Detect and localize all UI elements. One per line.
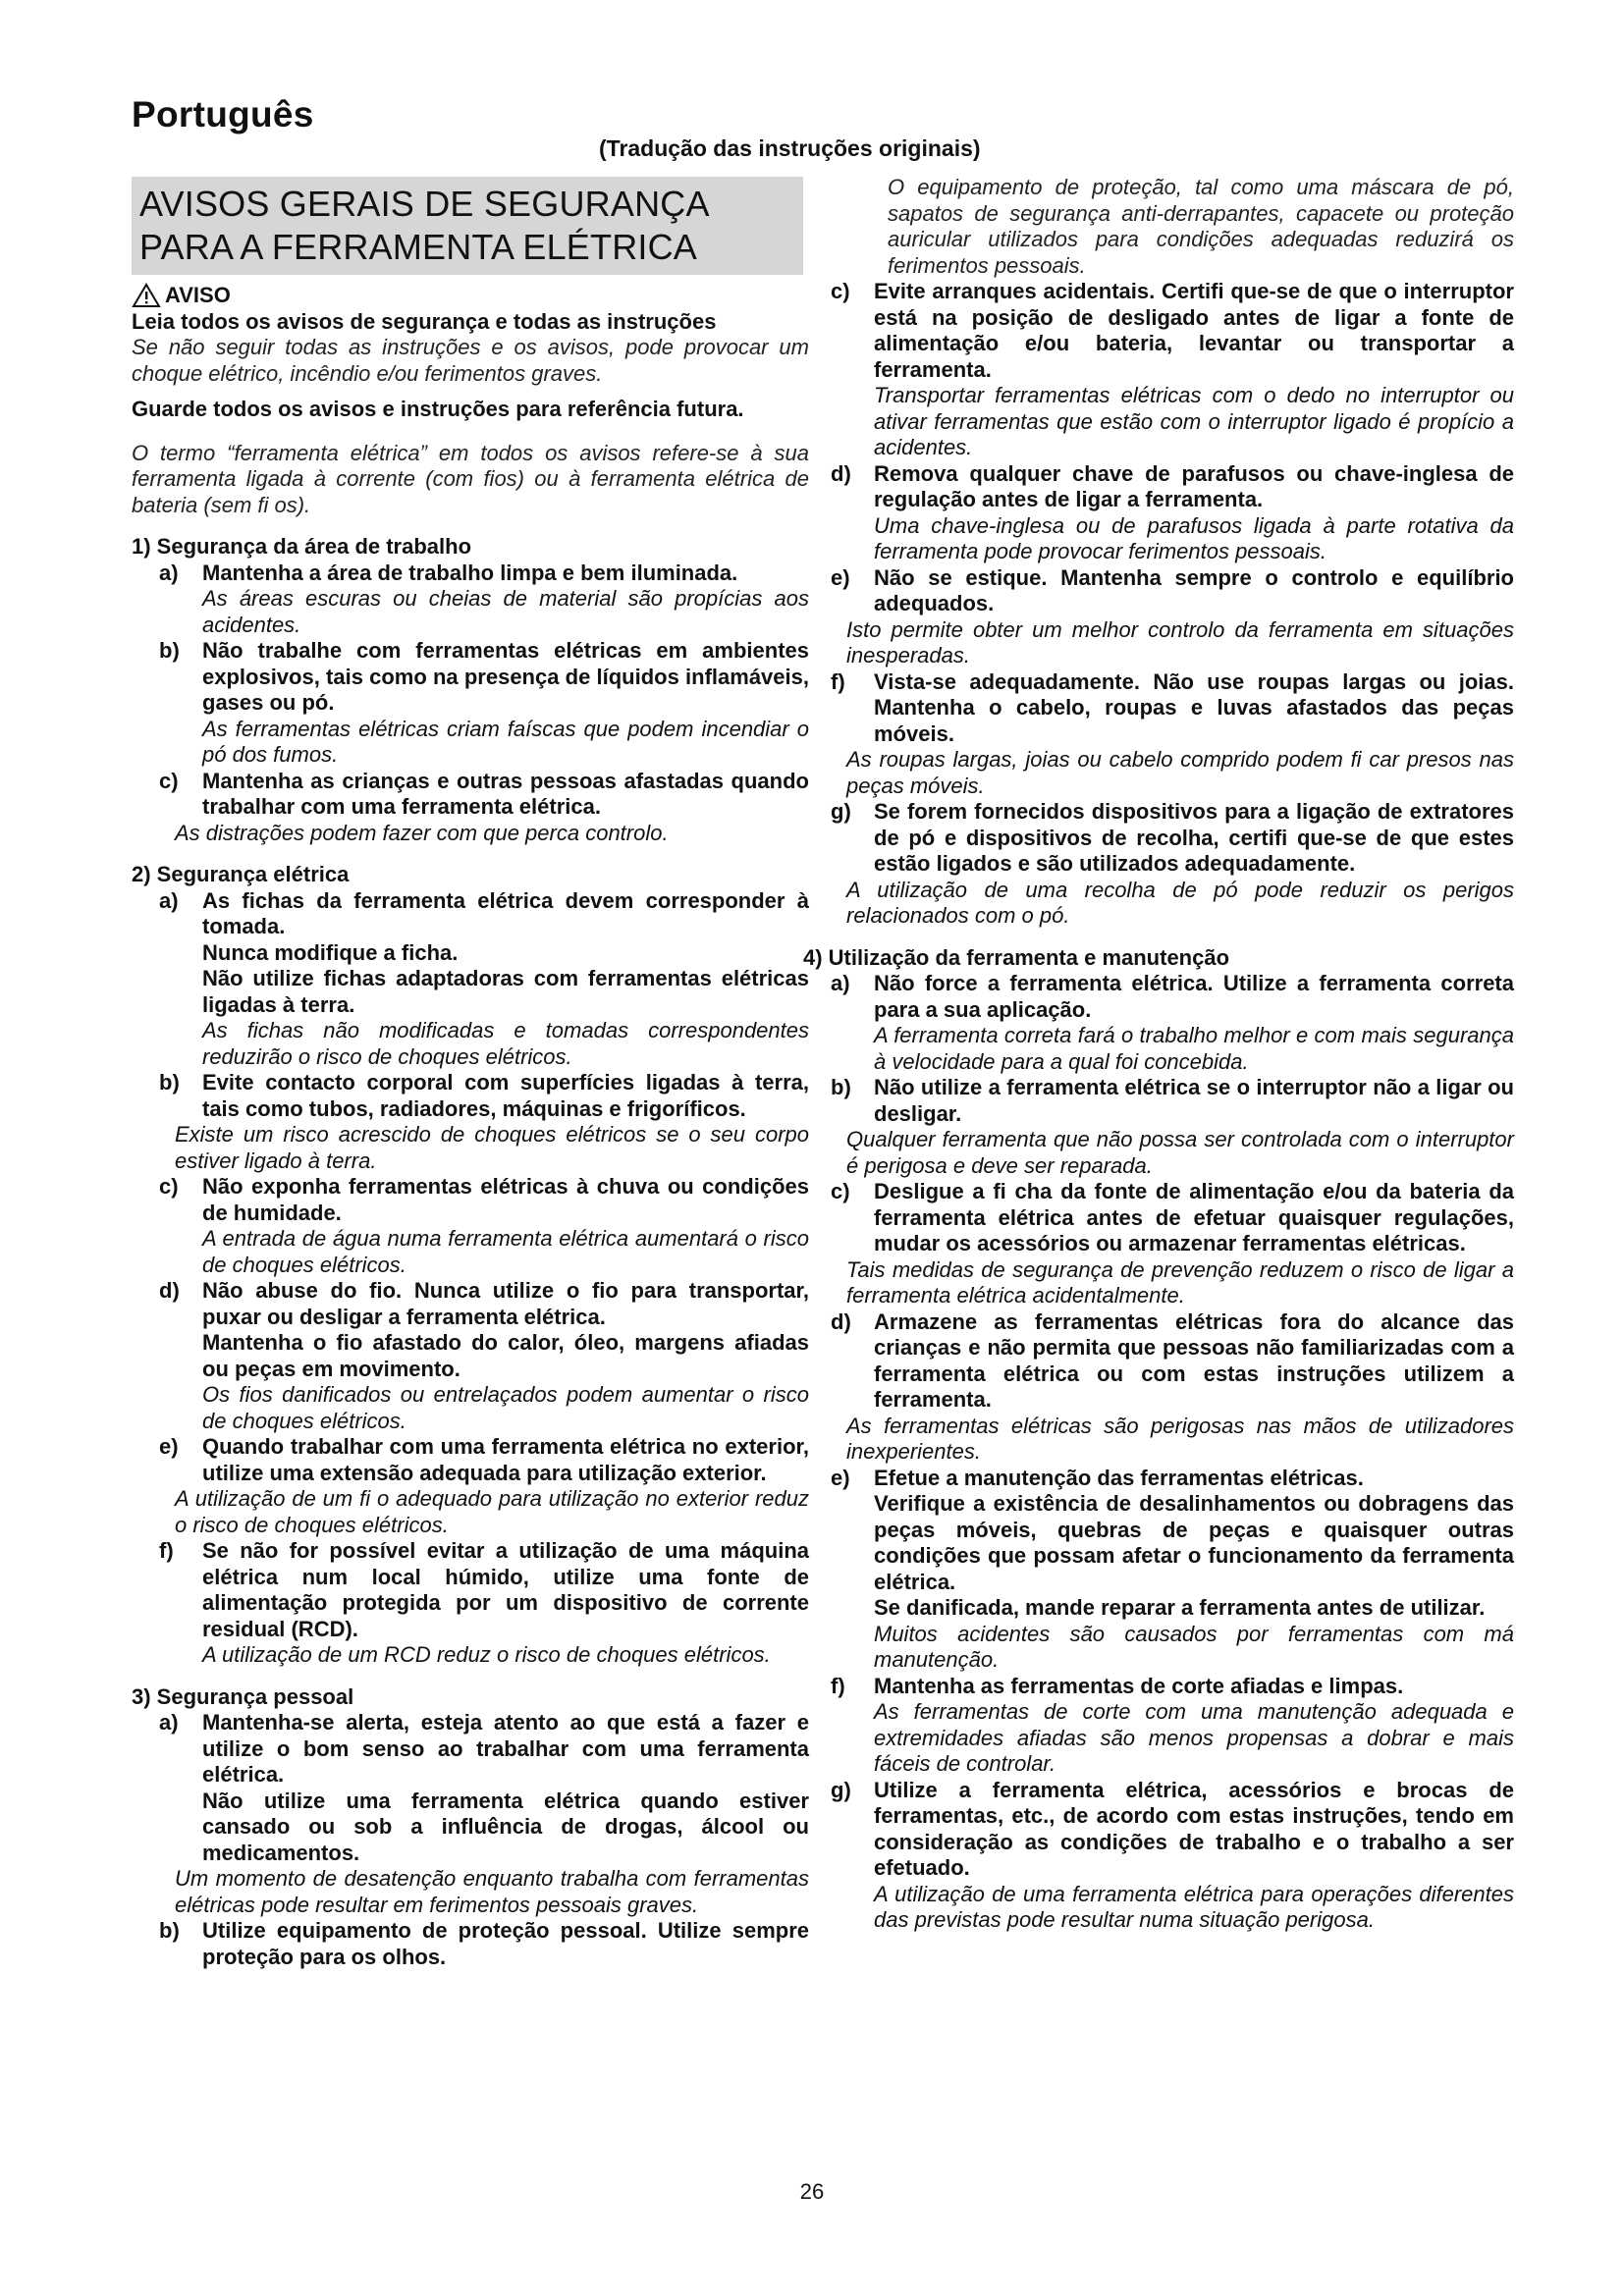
section-3 — [132, 1684, 809, 1971]
section-2-title: 2) Segurança elétrica — [132, 862, 350, 886]
warning-bold: Leia todos os avisos de segurança e todas as instruções — [132, 308, 717, 334]
s3-item-a-extra1: Não utilize uma ferramenta elétrica quando estiver cansado ou sob a influência de drogas, álcool ou medicamentos. — [202, 1788, 809, 1865]
s1-item-b-expl: As ferramentas elétricas criam faíscas que podem incendiar o pó dos fumos. — [202, 716, 809, 767]
s4-item-c: c) Desligue a fi cha da fonte de alimentação e/ou da bateria da ferramenta elétrica antes de efetuar quaisquer regulações, mudar os acessórios ou armazenar ferramentas elétricas. — [831, 1179, 1514, 1255]
language-heading: Português — [132, 94, 314, 134]
section-1 — [132, 534, 809, 846]
s4-item-a-expl: A ferramenta correta fará o trabalho melhor e com mais segurança à velocidade para a qual foi concebida. — [874, 1023, 1514, 1074]
s2-item-f-expl: A utilização de um RCD reduz o risco de choques elétricos. — [202, 1642, 771, 1667]
s2-item-a-extra1: Nunca modifique a ficha. — [202, 939, 459, 965]
warning-term: O termo “ferramenta elétrica” em todos os avisos refere-se à sua ferramenta ligada à corrente (com fios) ou à ferramenta elétrica de bateria (sem fi os). — [132, 440, 809, 517]
s3-item-a-expl: Um momento de desatenção enquanto trabalha com ferramentas elétricas pode resultar em ferimentos pessoais graves. — [175, 1866, 809, 1917]
section-4-title: 4) Utilização da ferramenta e manutenção — [803, 944, 1230, 970]
s1-item-c-expl: As distrações podem fazer com que perca controlo. — [175, 820, 669, 845]
s3-item-e: e) Não se estique. Mantenha sempre o controlo e equilíbrio adequados. — [831, 564, 1514, 615]
section-1-title: 1) Segurança da área de trabalho — [132, 534, 472, 559]
s2-item-f: f) Se não for possível evitar a utilização de uma máquina elétrica num local húmido, utilize uma fonte de alimentação protegida por um dispositivo de corrente residual (RCD). — [159, 1538, 809, 1641]
s2-item-d-extra1: Mantenha o fio afastado do calor, óleo, margens afiadas ou peças em movimento. — [202, 1330, 809, 1381]
s3-item-g: g) Se forem fornecidos dispositivos para a ligação de extratores de pó e dispositivos de recolha, certifi que-se de que estes estão ligados e são utilizados adequadamente. — [831, 799, 1514, 876]
s2-item-d: d) Não abuse do fio. Nunca utilize o fio para transportar, puxar ou desligar a ferramenta elétrica. — [159, 1278, 809, 1329]
s4-item-g-expl: A utilização de uma ferramenta elétrica para operações diferentes das previstas pode resultar numa situação perigosa. — [874, 1881, 1514, 1932]
section-title-box — [132, 177, 803, 275]
s4-item-e-expl: Muitos acidentes são causados por ferramentas com má manutenção. — [874, 1621, 1514, 1672]
s2-item-b: b) Evite contacto corporal com superfícies ligadas à terra, tais como tubos, radiadores, máquinas e frigoríficos. — [159, 1070, 809, 1121]
s3-item-d: d) Remova qualquer chave de parafusos ou chave-inglesa de regulação antes de ligar a ferramenta. — [831, 460, 1514, 511]
s1-item-c: c) Mantenha as crianças e outras pessoas afastadas quando trabalhar com uma ferramenta elétrica. — [159, 768, 809, 819]
s2-item-b-expl: Existe um risco acrescido de choques elétricos se o seu corpo estiver ligado à terra. — [175, 1122, 809, 1173]
left-column — [132, 177, 809, 1970]
s3-item-f: f) Vista-se adequadamente. Não use roupas largas ou joias. Mantenha o cabelo, roupas e luvas afastados das peças móveis. — [831, 668, 1514, 746]
s4-item-b-expl: Qualquer ferramenta que não possa ser controlada com o interruptor é perigosa e deve ser reparada. — [846, 1127, 1514, 1178]
section-4 — [803, 945, 1514, 1934]
s3-item-d-expl: Uma chave-inglesa ou de parafusos ligada à parte rotativa da ferramenta pode provocar ferimentos pessoais. — [874, 512, 1514, 563]
section-2 — [132, 862, 809, 1669]
s2-item-c: c) Não exponha ferramentas elétricas à chuva ou condições de humidade. — [159, 1174, 809, 1225]
warning-italic: Se não seguir todas as instruções e os avisos, pode provocar um choque elétrico, incêndio e/ou ferimentos graves. — [132, 335, 809, 386]
s2-item-e-expl: A utilização de um fi o adequado para utilização no exterior reduz o risco de choques elétricos. — [175, 1486, 809, 1537]
s2-item-d-expl: Os fios danificados ou entrelaçados podem aumentar o risco de choques elétricos. — [202, 1382, 809, 1433]
title-line-2: PARA A FERRAMENTA ELÉTRICA — [139, 227, 698, 267]
s3-item-a: a) Mantenha-se alerta, esteja atento ao que está a fazer e utilize o bom senso ao trabalhar com uma ferramenta elétrica. — [159, 1710, 809, 1787]
s3-item-c-expl: Transportar ferramentas elétricas com o dedo no interruptor ou ativar ferramentas que estão com o interruptor ligado é propício a acidentes. — [874, 383, 1514, 459]
s2-item-a: a) As fichas da ferramenta elétrica devem corresponder à tomada. — [159, 887, 809, 938]
s1-item-a: a) Mantenha a área de trabalho limpa e bem iluminada. — [159, 560, 738, 585]
s3-item-f-expl: As roupas largas, joias ou cabelo comprido podem fi car presos nas peças móveis. — [846, 747, 1514, 798]
s3-item-b-expl: O equipamento de proteção, tal como uma máscara de pó, sapatos de segurança anti-derrapantes, capacete ou proteção auricular utilizados para condições adequadas reduzirá os ferimentos pessoais. — [888, 175, 1514, 278]
s4-item-f-expl: As ferramentas de corte com uma manutenção adequada e extremidades afiadas são menos propensas a dobrar e mais fáceis de controlar. — [874, 1699, 1514, 1776]
s4-item-d-expl: As ferramentas elétricas são perigosas nas mãos de utilizadores inexperientes. — [846, 1413, 1514, 1464]
warning-label: AVISO — [165, 283, 231, 307]
s2-item-a-extra2: Não utilize fichas adaptadoras com ferramentas elétricas ligadas à terra. — [202, 966, 809, 1017]
s4-item-g: g) Utilize a ferramenta elétrica, acessórios e brocas de ferramentas, etc., de acordo com estas instruções, tendo em consideração as condições de trabalho e o trabalho a ser efetuado. — [831, 1777, 1514, 1880]
s4-item-b: b) Não utilize a ferramenta elétrica se o interruptor não a ligar ou desligar. — [831, 1075, 1514, 1126]
title-line-1: AVISOS GERAIS DE SEGURANÇA — [139, 184, 710, 224]
s4-item-d: d) Armazene as ferramentas elétricas fora do alcance das crianças e não permita que pessoas não familiarizadas com a ferramenta elétrica ou com estas instruções utilizem a ferramenta. — [831, 1308, 1514, 1412]
s2-item-c-expl: A entrada de água numa ferramenta elétrica aumentará o risco de choques elétricos. — [202, 1226, 809, 1277]
s2-item-a-expl: As fichas não modificadas e tomadas correspondentes reduzirão o risco de choques elétricos. — [202, 1018, 809, 1069]
s1-item-a-expl: As áreas escuras ou cheias de material são propícias aos acidentes. — [202, 586, 809, 637]
section-3-title: 3) Segurança pessoal — [132, 1683, 354, 1709]
s1-item-b: b) Não trabalhe com ferramentas elétricas em ambientes explosivos, tais como na presença de líquidos inflamáveis, gases ou pó. — [159, 638, 809, 715]
s2-item-e: e) Quando trabalhar com uma ferramenta elétrica no exterior, utilize uma extensão adequada para utilização exterior. — [159, 1434, 809, 1485]
warning-label-row — [132, 283, 809, 309]
s3-item-e-expl: Isto permite obter um melhor controlo da ferramenta em situações inesperadas. — [846, 616, 1514, 667]
s3-item-b: b) Utilize equipamento de proteção pessoal. Utilize sempre proteção para os olhos. — [159, 1918, 809, 1969]
s3-item-c: c) Evite arranques acidentais. Certifi que-se de que o interruptor está na posição de desligado antes de ligar a fonte de alimentação e/ou bateria, levantar ou transportar a ferramenta. — [831, 279, 1514, 382]
s4-item-a: a) Não force a ferramenta elétrica. Utilize a ferramenta correta para a sua aplicação. — [831, 971, 1514, 1022]
right-column — [803, 175, 1514, 1934]
s4-item-e-extra1: Verifique a existência de desalinhamentos ou dobragens das peças móveis, quebras de peças e quaisquer outras condições que possam afetar o funcionamento da ferramenta elétrica. — [874, 1491, 1514, 1594]
warning-triangle-icon — [132, 283, 161, 308]
s4-item-f: f) Mantenha as ferramentas de corte afiadas e limpas. — [831, 1673, 1404, 1698]
warning-keep: Guarde todos os avisos e instruções para referência futura. — [132, 397, 744, 421]
s3-item-g-expl: A utilização de uma recolha de pó pode reduzir os perigos relacionados com o pó. — [846, 877, 1514, 928]
s4-item-c-expl: Tais medidas de segurança de prevenção reduzem o risco de ligar a ferramenta elétrica acidentalmente. — [846, 1256, 1514, 1308]
translation-note: (Tradução das instruções originais) — [599, 135, 981, 161]
s4-item-e-extra2: Se danificada, mande reparar a ferramenta antes de utilizar. — [874, 1595, 1486, 1620]
s4-item-e: e) Efetue a manutenção das ferramentas elétricas. — [831, 1465, 1364, 1490]
page-number: 26 — [799, 2179, 825, 2204]
